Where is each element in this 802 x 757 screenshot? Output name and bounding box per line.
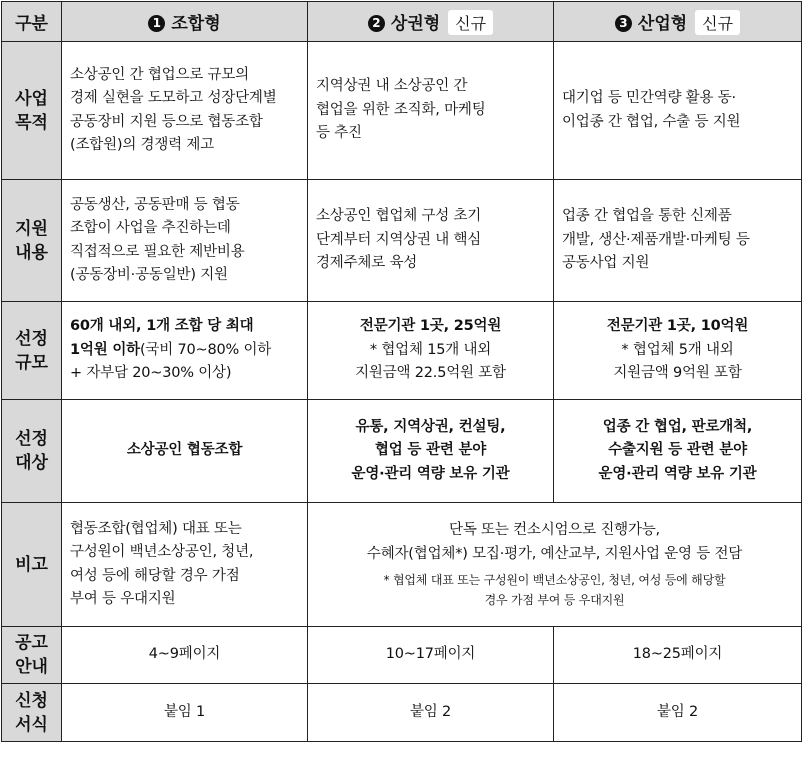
header-cooperative-label: 조합형 [171, 14, 221, 34]
row-remarks [2, 503, 802, 627]
program-comparison-table [1, 1, 802, 742]
support-cooperative: 공동생산, 공동판매 등 협동 조합이 사업을 추진하는데 직접적으로 필요한 제반비용 (공동장비·공동일반) 지원 [62, 180, 308, 302]
target-industrial: 업종 간 협업, 판로개척, 수출지원 등 관련 분야 운영·관리 역량 보유 기관 [554, 400, 802, 503]
row-notice [2, 627, 802, 684]
header-commercial-type [308, 2, 554, 42]
row-scale [2, 302, 802, 400]
remarks-commercial-industrial: 단독 또는 컨소시엄으로 진행가능, 수혜자(협업체*) 모집·평가, 예산교부, 지원사업 운영 등 전담 * 협업체 대표 또는 구성원이 백년소상공인, 청년, 여성 등에 해당할 경우 가점 부여 등 우대지원 [308, 503, 802, 627]
row-purpose [2, 42, 802, 180]
remarks-cooperative: 협동조합(협업체) 대표 또는 구성원이 백년소상공인, 청년, 여성 등에 해당할 경우 가점 부여 등 우대지원 [62, 503, 308, 627]
row-label-remarks: 비고 [2, 503, 62, 627]
new-badge: 신규 [695, 10, 740, 35]
new-badge: 신규 [448, 10, 493, 35]
support-industrial: 업종 간 협업을 통한 신제품 개발, 생산·제품개발·마케팅 등 공동사업 지원 [554, 180, 802, 302]
form-cooperative: 붙임 1 [62, 684, 308, 742]
header-category-label: 구분 [15, 14, 48, 34]
form-industrial: 붙임 2 [554, 684, 802, 742]
remarks-footnote: * 협업체 대표 또는 구성원이 백년소상공인, 청년, 여성 등에 해당할 [383, 573, 726, 587]
header-category [2, 2, 62, 42]
purpose-cooperative: 소상공인 간 협업으로 규모의 경제 실현을 도모하고 성장단계별 공동장비 지원 등으로 협동조합 (조합원)의 경쟁력 제고 [62, 42, 308, 180]
support-commercial: 소상공인 협업체 구성 초기 단계부터 지역상권 내 핵심 경제주체로 육성 [308, 180, 554, 302]
notice-cooperative: 4~9페이지 [62, 627, 308, 684]
header-row [2, 2, 802, 42]
header-commercial-label: 상권형 [390, 13, 441, 34]
row-label-notice: 공고 안내 [2, 627, 62, 684]
row-label-support: 지원 내용 [2, 180, 62, 302]
circled-number-3-icon: 3 [615, 15, 632, 32]
row-label-purpose: 사업 목적 [2, 42, 62, 180]
row-form [2, 684, 802, 742]
header-industrial-type [554, 2, 802, 42]
purpose-commercial: 지역상권 내 소상공인 간 협업을 위한 조직화, 마케팅 등 추진 [308, 42, 554, 180]
circled-number-1-icon: 1 [148, 15, 165, 32]
scale-commercial: 전문기관 1곳, 25억원 * 협업체 15개 내외 지원금액 22.5억원 포함 [308, 302, 554, 400]
header-cooperative-type [62, 2, 308, 42]
header-industrial-label: 산업형 [637, 13, 688, 34]
row-label-scale: 선정 규모 [2, 302, 62, 400]
form-commercial: 붙임 2 [308, 684, 554, 742]
row-target [2, 400, 802, 503]
row-label-form: 신청 서식 [2, 684, 62, 742]
target-cooperative: 소상공인 협동조합 [62, 400, 308, 503]
scale-industrial: 전문기관 1곳, 10억원 * 협업체 5개 내외 지원금액 9억원 포함 [554, 302, 802, 400]
purpose-industrial: 대기업 등 민간역량 활용 동· 이업종 간 협업, 수출 등 지원 [554, 42, 802, 180]
notice-industrial: 18~25페이지 [554, 627, 802, 684]
circled-number-2-icon: 2 [368, 15, 385, 32]
row-support [2, 180, 802, 302]
row-label-target: 선정 대상 [2, 400, 62, 503]
notice-commercial: 10~17페이지 [308, 627, 554, 684]
target-commercial: 유통, 지역상권, 컨설팅, 협업 등 관련 분야 운영·관리 역량 보유 기관 [308, 400, 554, 503]
scale-cooperative: 60개 내외, 1개 조합 당 최대 1억원 이하(국비 70~80% 이하 + 자부담 20~30% 이상) [62, 302, 308, 400]
